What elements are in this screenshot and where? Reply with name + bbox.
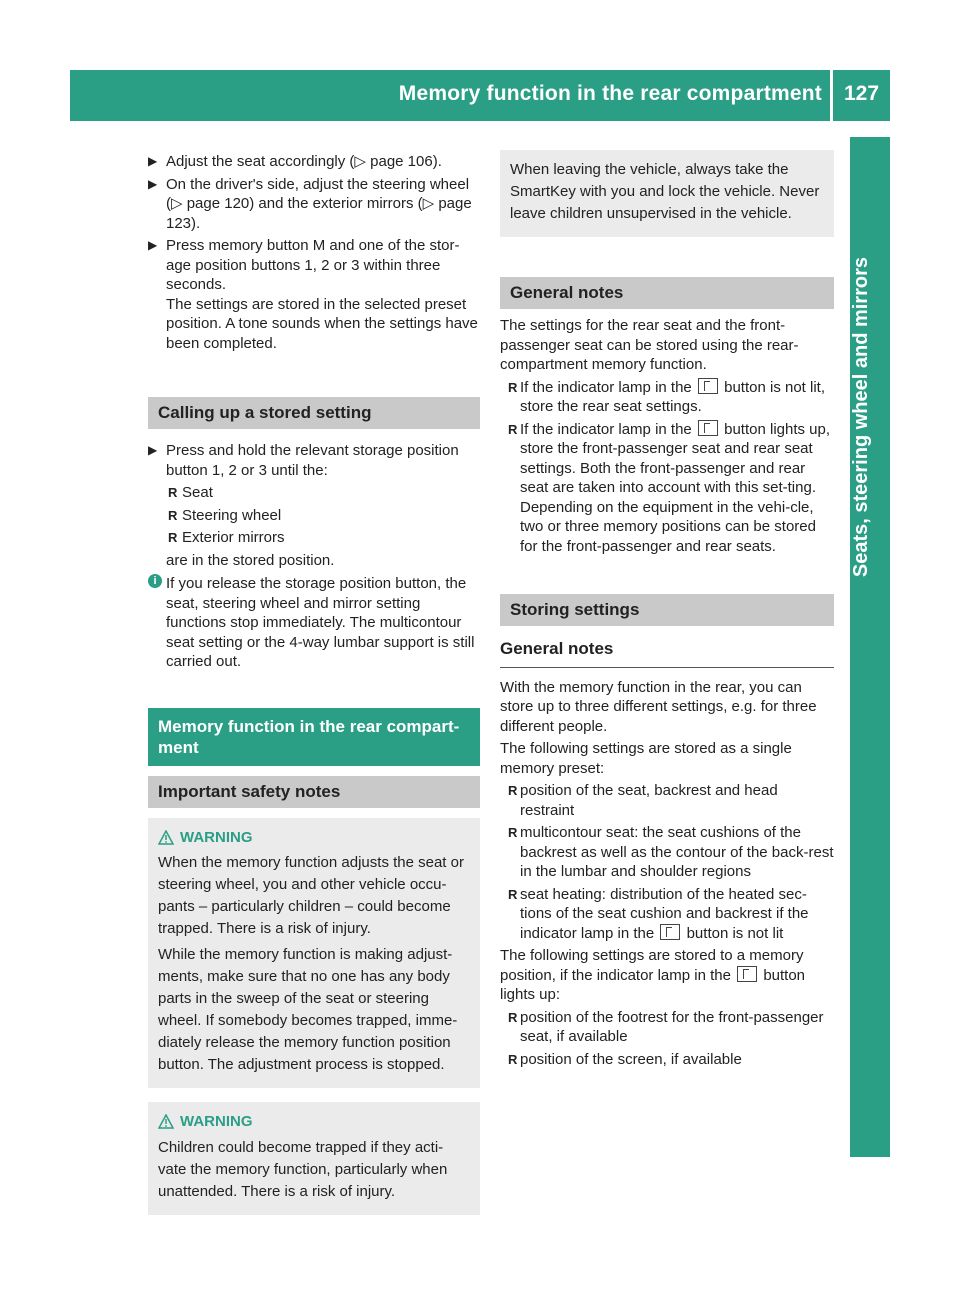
warning-header: WARNING [158, 828, 470, 848]
warning-box [148, 818, 480, 1089]
list-item: R seat heating: distribution of the heated sec-tions of the seat cushion and backrest if the indicator lamp in the button is not lit [508, 885, 809, 942]
warning-text: When leaving the vehicle, always take the SmartKey with you and lock the vehicle. Never leave children unsupervised in the vehicle. [510, 161, 820, 222]
list-item: R Exterior mirrors [168, 529, 285, 546]
storing-text: With the memory function in the rear, you can store up to three different settings, e.g. for three different people. [500, 678, 817, 735]
seat-button-icon [698, 378, 718, 394]
general-text: The settings for the rear seat and the front-passenger seat can be stored using the rear-compartment memory function. [500, 317, 799, 373]
section-heading-calling: Calling up a stored setting [148, 397, 480, 429]
section-heading-storing: Storing settings [500, 594, 834, 626]
page-number: 127 [844, 82, 880, 105]
arrow-icon: ▶ [148, 238, 158, 252]
list-item: R multicontour seat: the seat cushions of the backrest as well as the contour of the back-rest in the lumbar and shoulder regions [508, 824, 834, 880]
warning-header: WARNING [158, 1112, 470, 1132]
info-note: i If you release the storage position button, the seat, steering wheel and mirror setting functions stop immediately. The multicontour seat setting or the 4-way lumbar support is still carried out. [148, 574, 480, 672]
warning-text: Children could become trapped if they acti-vate the memory function, particularly when unattended. There is a risk of injury. [158, 1138, 448, 1200]
list-item: R position of the screen, if available [508, 1050, 742, 1068]
page-title: Memory function in the rear compartment [398, 82, 822, 105]
list-item: R position of the seat, backrest and head restraint [508, 782, 778, 819]
step-item: ▶ Press memory button M and one of the stor-age position buttons 1, 2 or 3 within three seconds. The settings are stored in the selected preset position. A tone sounds when the settings have been completed. [148, 237, 478, 352]
warning-icon [158, 830, 174, 845]
list-item: R If the indicator lamp in the button lights up, store the front-passenger seat and rear seat settings. Both the front-passenger and rear seat are taken into account with this set-ting. Depending on the equipment in the vehi-cle, two or three memory positions can be stored for the front-passenger and rear seats. [508, 420, 831, 555]
warning-box-continued [500, 150, 834, 237]
warning-box [148, 1102, 480, 1215]
list-item: R If the indicator lamp in the button is not lit, store the rear seat settings. [508, 378, 826, 415]
list-item: R Seat [168, 484, 213, 501]
calling-after-text: are in the stored position. [166, 551, 335, 569]
list-item: R position of the footrest for the front-passenger seat, if available [508, 1008, 824, 1045]
right-column [500, 150, 834, 1069]
seat-button-icon [737, 966, 757, 982]
info-icon: i [148, 574, 162, 588]
arrow-icon: ▶ [148, 176, 158, 191]
arrow-icon: ▶ [148, 443, 158, 457]
chapter-heading: Memory function in the rear compart-ment [148, 708, 480, 766]
list-item: R Steering wheel [168, 506, 282, 524]
header-divider [830, 70, 833, 121]
step-item: ▶ Adjust the seat accordingly (▷ page 106). [148, 153, 442, 170]
side-tab-label: Seats, steering wheel and mirrors [850, 257, 872, 578]
storing-text: The following settings are stored to a memory position, if the indicator lamp in the button lights up: [500, 947, 806, 1003]
section-heading-general: General notes [500, 277, 834, 309]
side-tab-label-wrap [852, 137, 886, 1117]
arrow-icon: ▶ [148, 154, 158, 168]
subheading-general-notes: General notes [500, 639, 834, 668]
warning-text: While the memory function is making adjust-ments, make sure that no one has any body parts in the sweep of the seat or steering wheel. If somebody becomes trapped, imme-diately release the memory function position button. The adjustment process is stopped. [158, 946, 458, 1073]
storing-text: The following settings are stored as a single memory preset: [500, 740, 792, 777]
warning-text: When the memory function adjusts the seat or steering wheel, you and other vehicle occu-pants – particularly children – could become trapped. There is a risk of injury. [158, 854, 464, 937]
warning-icon [158, 1114, 174, 1129]
step-item: ▶ On the driver's side, adjust the steering wheel (▷ page 120) and the exterior mirrors (▷ page 123). [148, 175, 472, 232]
seat-button-icon [660, 924, 680, 940]
left-column [148, 152, 480, 1215]
step-item: ▶ Press and hold the relevant storage position button 1, 2 or 3 until the: [148, 442, 459, 479]
seat-button-icon [698, 420, 718, 436]
section-heading-safety: Important safety notes [148, 776, 480, 808]
